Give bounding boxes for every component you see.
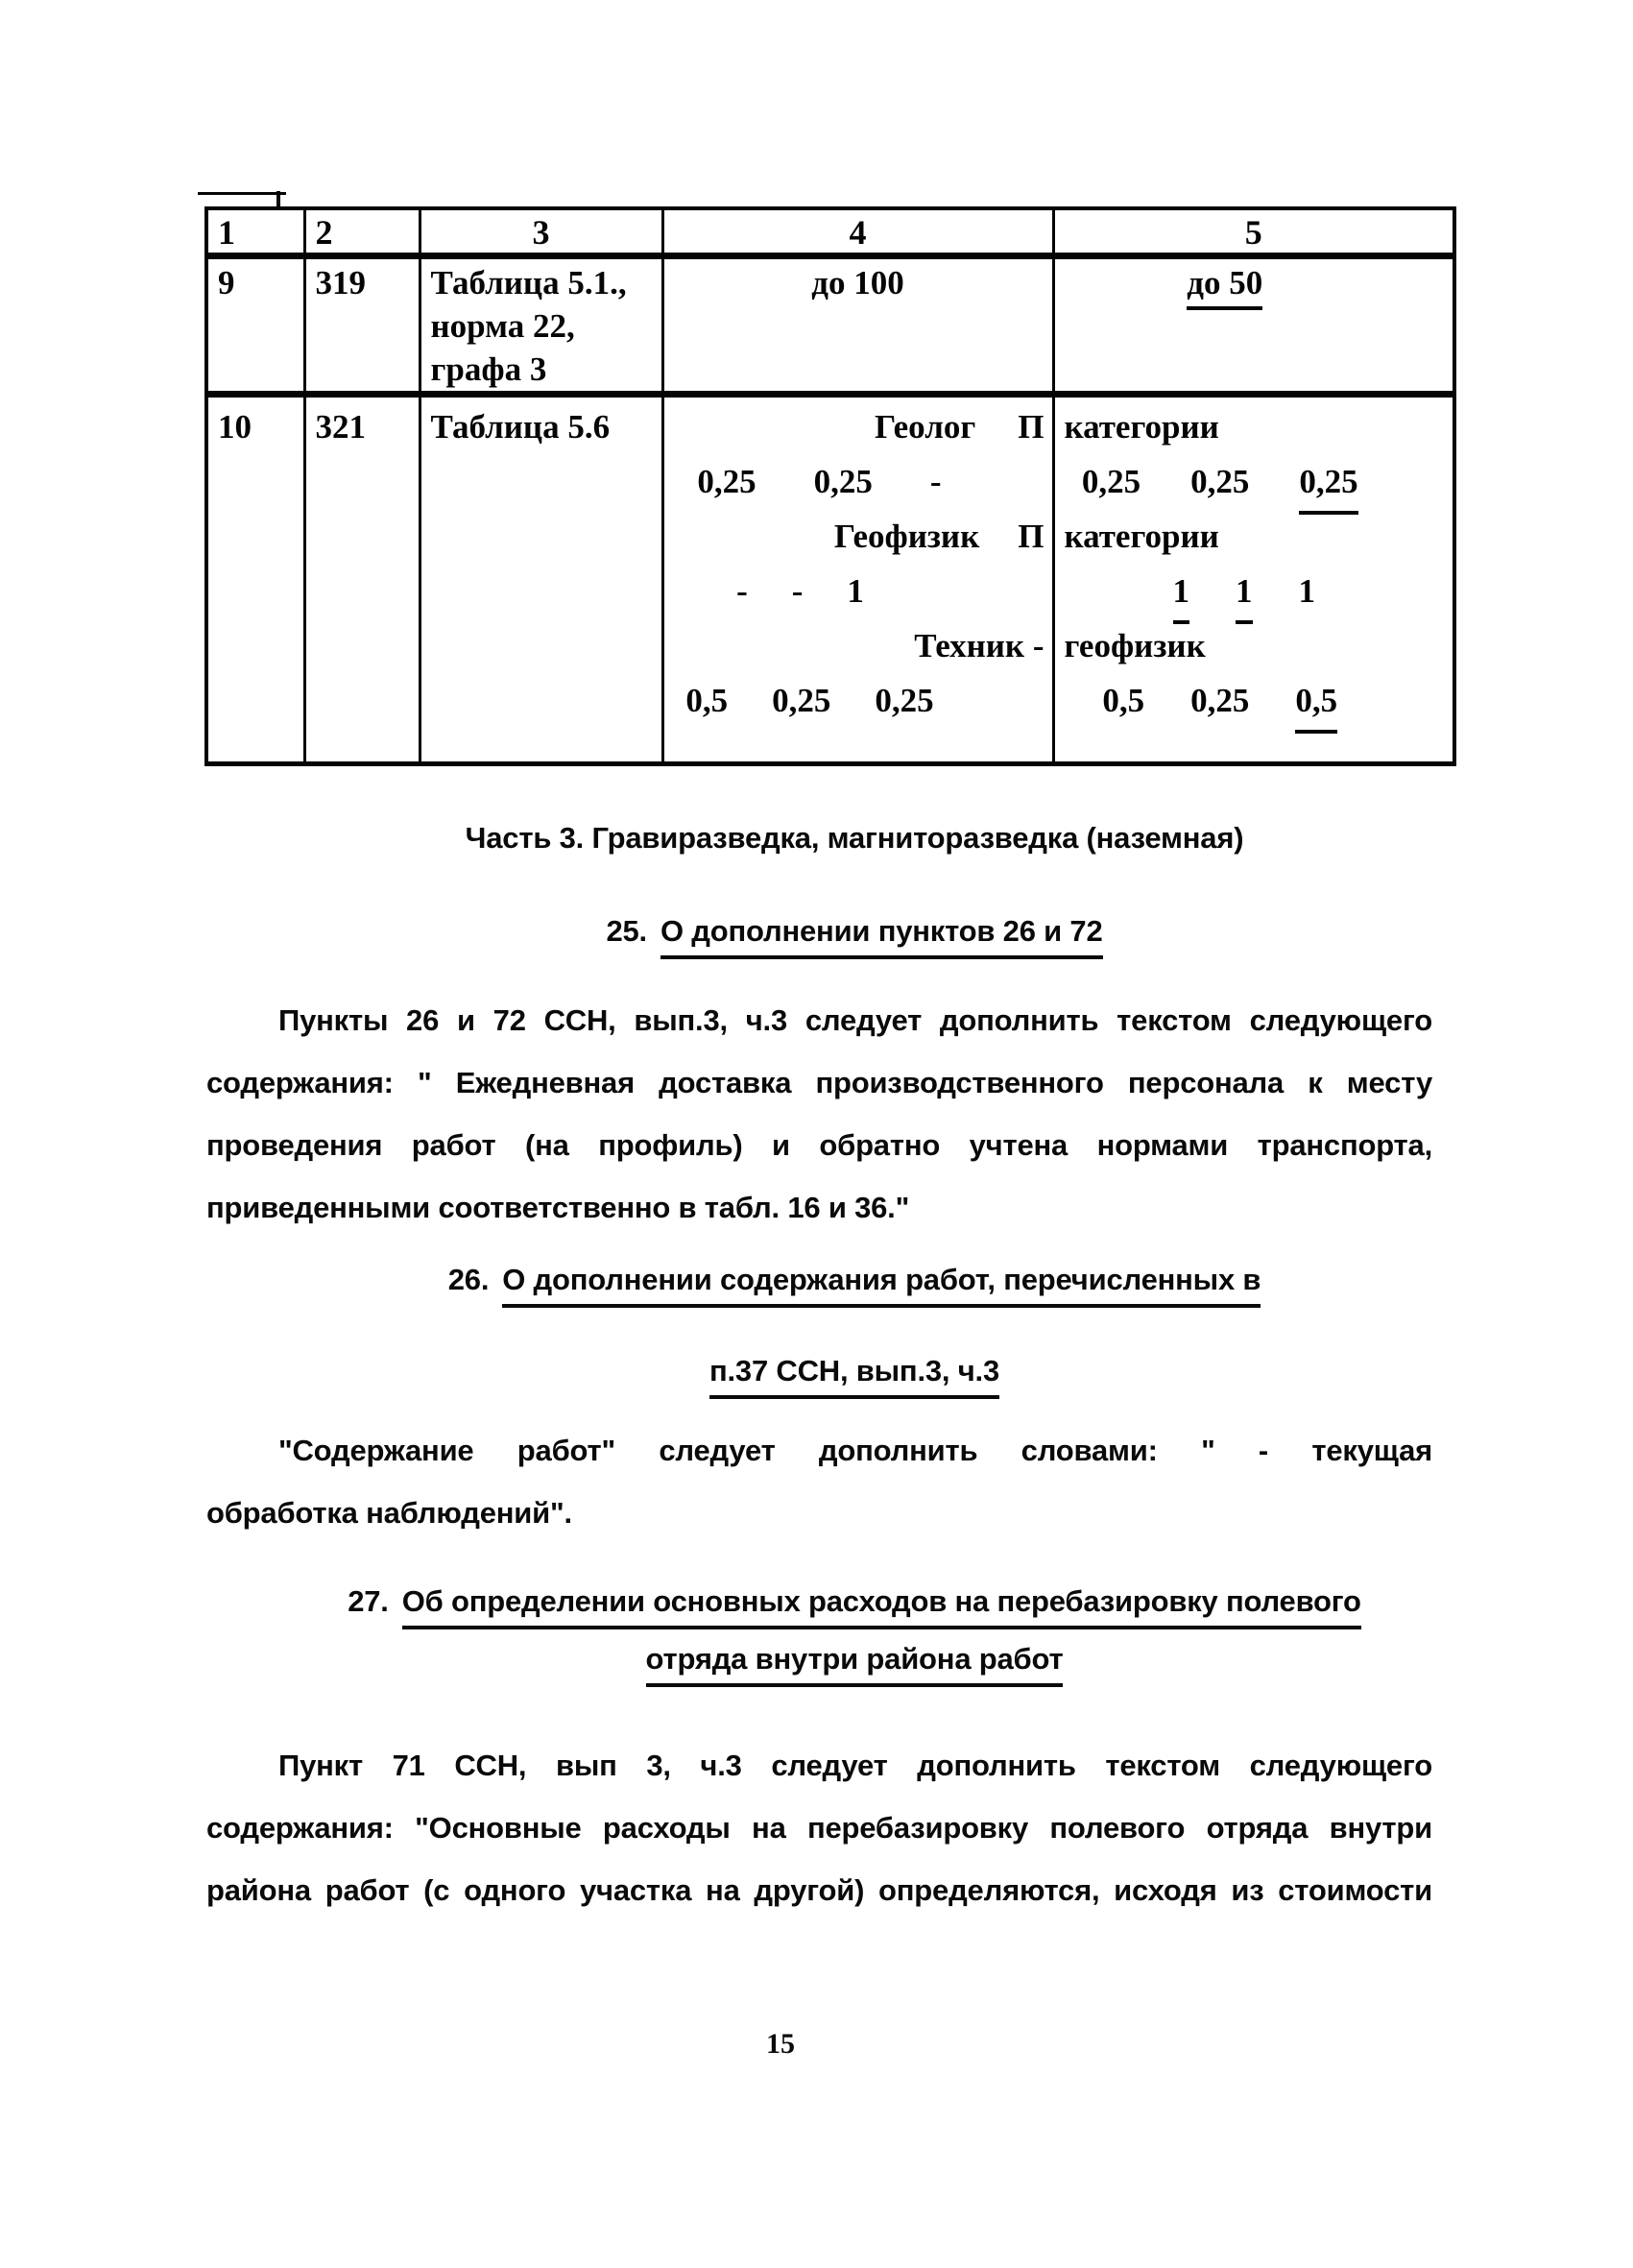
table-cell-line	[421, 348, 661, 391]
table-cell-line	[664, 399, 1052, 454]
paragraph-line: содержания: "Основные расходы на перебазировку полевого отряда внутри	[206, 1811, 1432, 1845]
table-header-cell: 1	[206, 208, 304, 256]
heading-number: 27.	[348, 1584, 389, 1618]
table-cell-line	[421, 399, 661, 454]
heading-number: 25.	[606, 914, 647, 948]
table-cell-text: до 50	[1187, 261, 1262, 310]
table-cell-line	[1055, 618, 1453, 673]
part-title: Часть 3. Гравиразведка, магниторазведка (наземная)	[465, 821, 1244, 855]
table-cell-text: Таблица 5.6	[430, 408, 611, 446]
table-cell-text: -	[929, 463, 942, 500]
table-cell-line	[626, 454, 1014, 509]
table-cell-text: 0,25	[1299, 454, 1357, 515]
section-heading-27-line1	[206, 1575, 1502, 1629]
table-cell-line	[664, 618, 1052, 673]
table-cell-line	[664, 509, 1052, 564]
table-cell-text: 0,5	[1295, 673, 1337, 734]
table-header-cell: 5	[1053, 208, 1454, 256]
table-cell-text: 0,5	[685, 682, 729, 719]
table-cell-text: 1	[1298, 572, 1315, 610]
table-cell-line	[306, 261, 419, 304]
table-cell-text: -	[791, 572, 804, 610]
table-cell-text: Таблица 5.1.,	[430, 264, 627, 302]
table-cell	[662, 395, 1053, 764]
table-cell-text: Техник -	[914, 627, 1045, 664]
table-cell-line	[1021, 454, 1420, 509]
norm-table-wrap	[204, 206, 1456, 766]
table-cell-text: 321	[315, 408, 366, 446]
table-cell-text: 0,25	[813, 463, 873, 500]
table-row	[206, 395, 1454, 764]
norm-table	[204, 206, 1456, 766]
table-row	[206, 256, 1454, 395]
table-cell-line	[1055, 509, 1453, 564]
table-cell-text: 0,25	[1190, 463, 1250, 500]
paragraph-line: проведения работ (на профиль) и обратно учтена нормами транспорта,	[206, 1128, 1432, 1162]
table-cell-text: -	[736, 572, 748, 610]
heading-title-underlined: отряда внутри района работ	[646, 1642, 1064, 1687]
table-cell-text: 10	[218, 408, 252, 446]
table-cell-text: категории	[1064, 518, 1219, 555]
table-cell	[304, 256, 420, 395]
table-cell-line	[421, 304, 661, 348]
table-cell-text: 1	[847, 572, 864, 610]
table-cell-text: П	[1018, 518, 1045, 555]
paragraph-line: района работ (с одного участка на другой) определяются, исходя из стоимости	[206, 1873, 1432, 1907]
table-cell-line	[1045, 564, 1444, 618]
table-cell-line	[306, 399, 419, 454]
scan-artifact-line	[198, 192, 286, 195]
table-cell	[304, 395, 420, 764]
heading-title-underlined: п.37 ССН, вып.3, ч.3	[709, 1354, 999, 1399]
table-cell-text: до 100	[811, 264, 904, 302]
table-cell	[206, 395, 304, 764]
table-cell-text: 319	[315, 264, 366, 302]
table-cell-line	[208, 399, 303, 454]
table-cell-text: Геофизик	[833, 518, 980, 555]
table-cell-line	[1055, 399, 1453, 454]
paragraph-line: содержания: " Ежедневная доставка производственного персонала к месту	[206, 1066, 1432, 1099]
table-cell-text: П	[1018, 408, 1045, 446]
paragraph-line: обработка наблюдений".	[206, 1496, 572, 1530]
heading-number: 26.	[447, 1263, 490, 1296]
table-cell-text: категории	[1064, 408, 1219, 446]
heading-title-underlined: О дополнении содержания работ, перечисленных в	[502, 1263, 1261, 1308]
paragraph-line: Пункт 71 ССН, вып 3, ч.3 следует дополнить текстом следующего	[278, 1749, 1432, 1782]
table-cell-text: 0,25	[697, 463, 756, 500]
paragraph-line: "Содержание работ" следует дополнить словами: " - текущая	[278, 1434, 1432, 1467]
section-heading-27-line2	[206, 1632, 1502, 1686]
table-header-row	[206, 208, 1454, 256]
table-cell-text: геофизик	[1064, 627, 1206, 664]
table-cell	[420, 256, 662, 395]
page-number: 15	[766, 2028, 795, 2060]
table-header-cell: 3	[420, 208, 662, 256]
paragraph-25-text	[206, 989, 1432, 1239]
table-cell-text: норма 22,	[430, 307, 575, 345]
table-cell-text: графа 3	[430, 350, 547, 388]
table-cell-text: 0,25	[1190, 682, 1250, 719]
table-cell-text: 0,5	[1102, 682, 1145, 719]
paragraph-line: Пункты 26 и 72 ССН, вып.3, ч.3 следует дополнить текстом следующего	[278, 1003, 1432, 1037]
table-cell-line	[208, 261, 303, 304]
table-cell-text: 1	[1236, 564, 1253, 624]
section-heading-26-line1	[206, 1253, 1502, 1307]
table-cell-text: 1	[1173, 564, 1190, 624]
table-cell-line	[1021, 673, 1420, 728]
table-cell-text: 0,25	[772, 682, 831, 719]
table-cell	[206, 256, 304, 395]
table-cell-line	[1026, 261, 1425, 304]
heading-title-underlined: Об определении основных расходов на перебазировку полевого	[402, 1584, 1361, 1629]
table-header-cell: 2	[304, 208, 420, 256]
table-cell-line	[664, 261, 1052, 304]
heading-title-underlined: О дополнении пунктов 26 и 72	[660, 914, 1103, 959]
table-cell-text: 0,25	[1081, 463, 1141, 500]
paragraph-26-text	[206, 1419, 1432, 1544]
table-cell-line	[607, 564, 995, 618]
table-cell-line	[616, 673, 1004, 728]
table-cell-text: 0,25	[875, 682, 934, 719]
table-cell	[1053, 395, 1454, 764]
table-cell-text: 9	[218, 264, 235, 302]
paragraph-27-text	[206, 1734, 1432, 1921]
table-cell-text: Геолог	[875, 408, 976, 446]
table-cell	[662, 256, 1053, 395]
section-heading-26-line2	[206, 1344, 1502, 1398]
table-header-cell: 4	[662, 208, 1053, 256]
table-cell	[1053, 256, 1454, 395]
paragraph-line: приведенными соответственно в табл. 16 и 36."	[206, 1191, 910, 1224]
section-heading-25	[206, 905, 1502, 958]
table-cell-line	[421, 261, 661, 304]
